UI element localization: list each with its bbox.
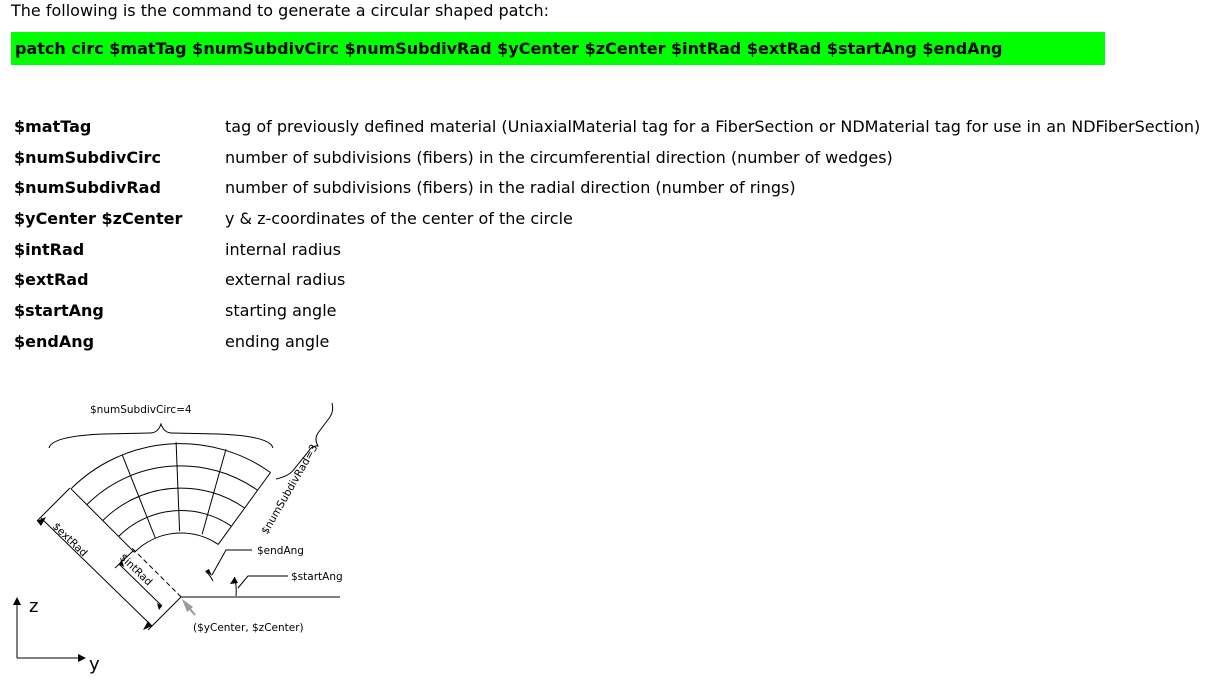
param-name: $numSubdivCirc xyxy=(14,147,161,167)
param-description: internal radius xyxy=(225,239,341,259)
ring-arc-1 xyxy=(119,511,232,537)
circular-patch-diagram xyxy=(12,390,357,680)
axis-label-y: y xyxy=(89,654,100,675)
parameter-table xyxy=(14,111,1200,357)
param-description: y & z-coordinates of the center of the circle xyxy=(225,208,573,228)
param-description: external radius xyxy=(225,270,346,290)
intro-text: The following is the command to generate a circular shaped patch: xyxy=(11,1,550,20)
radial-line xyxy=(176,442,180,531)
param-name: $startAng xyxy=(14,300,104,320)
param-name: $intRad xyxy=(14,239,85,259)
radial-line xyxy=(202,449,226,534)
param-name: $yCenter $zCenter xyxy=(14,208,183,228)
label-int-rad: $intRad xyxy=(116,551,155,589)
param-name: $extRad xyxy=(14,270,89,290)
label-start-ang: $startAng xyxy=(291,571,343,583)
table-row xyxy=(14,172,1200,203)
command-syntax: patch circ $matTag $numSubdivCirc $numSubdivRad $yCenter $zCenter $intRad $extRad $startAng $endAng xyxy=(11,32,1105,65)
table-row xyxy=(14,295,1200,326)
label-num-subdiv-circ: $numSubdivCirc=4 xyxy=(90,404,192,416)
table-row xyxy=(14,234,1200,265)
param-name: $endAng xyxy=(14,331,95,351)
param-description: tag of previously defined material (UniaxialMaterial tag for a FiberSection or NDMaterial tag for use in an NDFiberSection) xyxy=(225,116,1201,136)
param-description: ending angle xyxy=(225,331,330,351)
ring-arc-2 xyxy=(103,488,245,520)
table-row xyxy=(14,264,1200,295)
label-num-subdiv-rad: $numSubdivRad=3 xyxy=(259,442,321,537)
table-row xyxy=(14,111,1200,142)
table-row xyxy=(14,142,1200,173)
ring-arc-3 xyxy=(87,466,258,505)
axis-label-z: z xyxy=(29,596,39,617)
param-description: number of subdivisions (fibers) in the circumferential direction (number of wedges) xyxy=(225,147,893,167)
label-center: ($yCenter, $zCenter) xyxy=(193,622,304,634)
param-description: starting angle xyxy=(225,300,337,320)
ring-arc-inner xyxy=(135,533,219,552)
table-row xyxy=(14,326,1200,357)
label-end-ang: $endAng xyxy=(257,545,304,557)
param-name: $matTag xyxy=(14,116,92,136)
table-row xyxy=(14,203,1200,234)
param-name: $numSubdivRad xyxy=(14,178,161,198)
label-ext-rad: $extRad xyxy=(49,520,90,560)
radial-line xyxy=(122,455,155,538)
param-description: number of subdivisions (fibers) in the radial direction (number of rings) xyxy=(225,178,796,198)
